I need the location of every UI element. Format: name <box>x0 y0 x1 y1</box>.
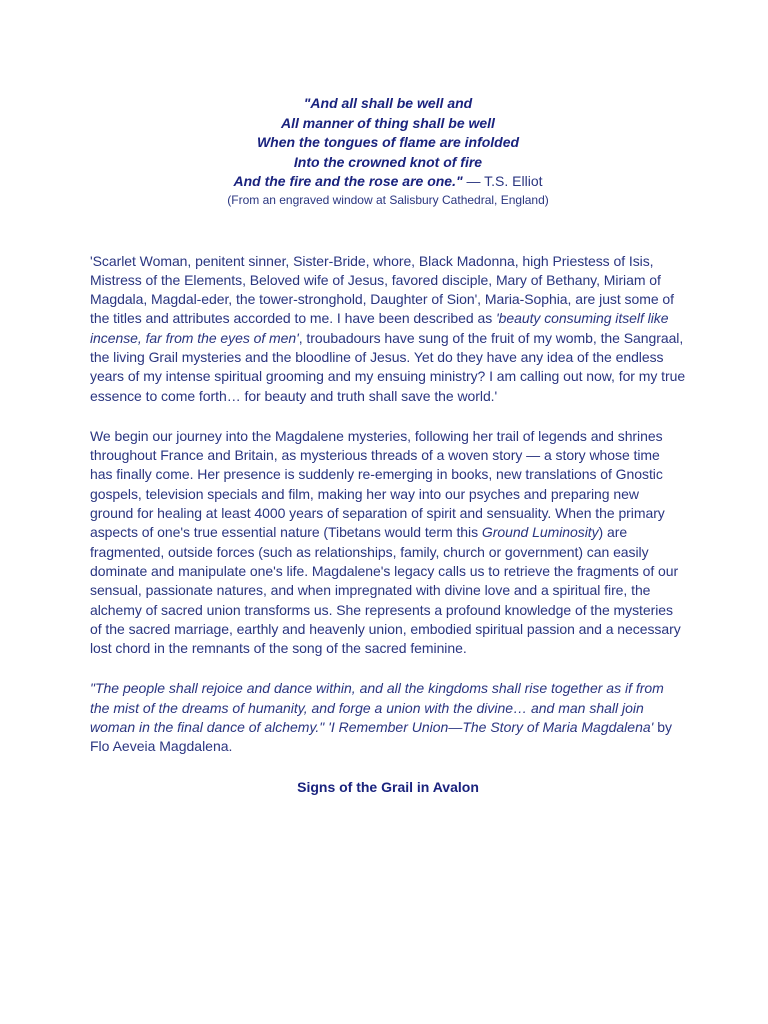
paragraph-journey <box>90 427 686 659</box>
closing-quote-italic: "The people shall rejoice and dance within, and all the kingdoms shall rise together as if from the mist of the dreams of humanity, and forge a union with the divine… and man shall join woman in the final dance of alchemy." 'I Remember Union—The Story of Maria Magdalena' <box>90 680 664 736</box>
paragraph-1-text-b: , troubadours have sung of the fruit of my womb, the Sangraal, the living Grail mysteries and the bloodline of Jesus. Yet do they have any idea of the endless years of my intense spiritual grooming and my ensuing ministry? I am calling out now, for my true essence to come forth… for beauty and truth shall save the world.' <box>90 329 686 404</box>
paragraph-2-text-b: ) are fragmented, outside forces (such as relationships, family, church or government) can easily dominate and manipulate one's life. Magdalene's legacy calls us to retrieve the fragments of our sensual, passionate natures, and when impregnated with divine love and a spiritual fire, the alchemy of sacred union transforms us. She represents a profound knowledge of the mysteries of the sacred marriage, earthly and heavenly union, embodied spiritual passion and a necessary lost chord in the remnants of the song of the sacred feminine. <box>90 524 681 657</box>
document-page <box>90 94 686 795</box>
paragraph-1-text-a: 'Scarlet Woman, penitent sinner, Sister-Bride, whore, Black Madonna, high Priestess of Isis, Mistress of the Elements, Beloved wife of Jesus, favored disciple, Mary of Bethany, Miriam of Magdala, Magdal-eder, the tower-stronghold, Daughter of Sion', Maria-Sophia, are just some of the titles and attributes accorded to me. I have been described as <box>90 252 675 327</box>
epigraph-line-1: "And all shall be well and <box>303 95 473 111</box>
closing-quote-attribution: by Flo Aeveia Magdalena. <box>90 719 673 755</box>
section-heading: Signs of the Grail in Avalon <box>297 778 479 795</box>
epigraph-line-4: Into the crowned knot of fire <box>293 153 483 170</box>
closing-quote <box>90 679 686 756</box>
epigraph-author: — T.S. Elliot <box>462 173 543 189</box>
epigraph-line-2: All manner of thing shall be well <box>281 114 495 131</box>
paragraph-scarlet-woman <box>90 252 686 406</box>
epigraph-source: (From an engraved window at Salisbury Cathedral, England) <box>227 192 549 207</box>
epigraph <box>90 94 686 208</box>
paragraph-2-text-a: We begin our journey into the Magdalene mysteries, following her trail of legends and shrines throughout France and Britain, as mysterious threads of a woven story — a story whose time has finally come. Her presence is suddenly re-emerging in books, new translations of Gnostic gospels, television specials and film, making her way into our psyches and preparing new ground for healing at least 4000 years of separation of spirit and sensuality. When the primary aspects of one's true essential nature (Tibetans would term this <box>90 427 665 541</box>
epigraph-line-3: When the tongues of flame are infolded <box>256 134 520 150</box>
paragraph-2-italic: Ground Luminosity <box>481 524 599 541</box>
paragraph-1-italic: 'beauty consuming itself like incense, far from the eyes of men' <box>90 310 669 346</box>
epigraph-line-5 <box>90 172 686 192</box>
epigraph-line-5-text: And the fire and the rose are one." <box>233 173 463 189</box>
